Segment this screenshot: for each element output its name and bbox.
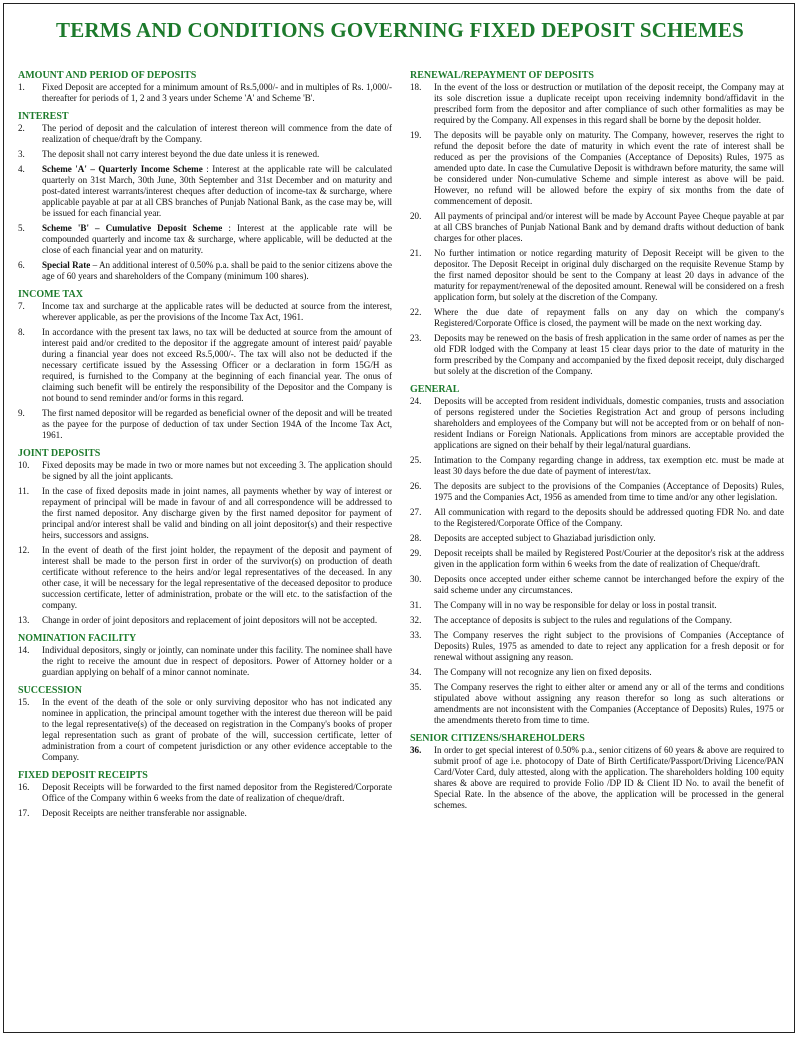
clause-item xyxy=(410,574,784,596)
terms-section xyxy=(410,733,784,811)
clause-text: The deposit shall not carry interest beyond the due date unless it is renewed. xyxy=(42,149,320,159)
clause-text: Deposits may be renewed on the basis of fresh application in the same order of names as per the old FDR lodged with the Company at least 15 clear days prior to the date of maturity in the form prescribed by the Company and accompanied by the fixed deposit receipt, duly discharged but solely at the discretion of the Company. xyxy=(434,333,784,376)
section-heading: GENERAL xyxy=(410,384,460,395)
clause-number: 14. xyxy=(18,645,30,655)
clause-text: Change in order of joint depositors and replacement of joint depositors will not be accepted. xyxy=(42,615,378,625)
clause-text-wrap xyxy=(434,211,784,244)
clause-text: Deposits are accepted subject to Ghaziabad jurisdiction only. xyxy=(434,533,656,543)
clause-number: 6. xyxy=(18,260,25,270)
clause-number: 1. xyxy=(18,82,25,92)
clause-text: Deposits once accepted under either scheme cannot be interchanged before the expiry of the said scheme under any circumstances. xyxy=(434,574,784,595)
section-heading: INTEREST xyxy=(18,111,69,122)
clause-item xyxy=(18,486,392,541)
clause-text-wrap xyxy=(434,682,784,726)
clause-item xyxy=(18,149,392,160)
terms-section xyxy=(18,448,392,626)
clause-number: 23. xyxy=(410,333,422,343)
clause-number: 2. xyxy=(18,123,25,133)
clause-number: 31. xyxy=(410,600,422,610)
clause-text: All payments of principal and/or interest will be made by Account Payee Cheque payable at par at all CBS branches of Punjab National Bank and by demand drafts without deduction of bank charges for other places. xyxy=(434,211,784,243)
clause-text-wrap xyxy=(434,630,784,663)
clause-number: 17. xyxy=(18,808,30,818)
clause-text-wrap xyxy=(42,327,392,404)
clause-text-wrap xyxy=(434,574,784,596)
clause-item xyxy=(410,682,784,726)
terms-section xyxy=(410,70,784,377)
clause-number: 30. xyxy=(410,574,422,584)
clause-item xyxy=(410,82,784,126)
clause-text-wrap xyxy=(434,455,784,477)
clause-number: 9. xyxy=(18,408,25,418)
terms-section xyxy=(18,633,392,678)
clause-number: 24. xyxy=(410,396,422,406)
clause-text: The deposits are subject to the provisions of the Companies (Acceptance of Deposits) Rules, 1975 and the Companies Act, 1956 as amended from time to time and/or any other legislation. xyxy=(434,481,784,502)
clause-text-wrap xyxy=(434,548,784,570)
clause-text: In the event of the death of the sole or only surviving depositor who has not indicated any nominee in application, the principal amount together with the interest due thereon will be paid to the legal representative(s) of the deceased on registration in the Company's books of proper legal representation such as grant of probate of the will, succession certificate, letter of administration from a court of competent jurisdiction or any other evidence acceptable to the Company. xyxy=(42,697,392,762)
clause-number: 35. xyxy=(410,682,422,692)
clause-item xyxy=(410,307,784,329)
clause-number: 22. xyxy=(410,307,422,317)
clause-number: 15. xyxy=(18,697,30,707)
section-heading: INCOME TAX xyxy=(18,289,83,300)
clause-item xyxy=(18,545,392,611)
clause-item xyxy=(18,808,392,819)
clause-item xyxy=(18,697,392,763)
clause-text: Deposits will be accepted from resident individuals, domestic companies, trusts and association of persons registered under the Societies Registration Act and group of persons including shareholders and employees of the Company but will not be accepted from or on behalf of non-resident Indians or Foreign Nationals. Applications from minors are acceptable provided the applications are signed on their behalf by their legal/natural guardians. xyxy=(434,396,784,450)
terms-section xyxy=(18,111,392,282)
clause-text-wrap xyxy=(42,782,392,804)
terms-section xyxy=(410,384,784,726)
section-heading: FIXED DEPOSIT RECEIPTS xyxy=(18,770,148,781)
clause-number: 25. xyxy=(410,455,422,465)
clause-item xyxy=(410,667,784,678)
clause-text: The first named depositor will be regarded as beneficial owner of the deposit and will be treated as the payee for the purpose of deduction of tax under Section 194A of the Income Tax Act, 1961. xyxy=(42,408,392,440)
clause-item xyxy=(410,548,784,570)
clause-text: Income tax and surcharge at the applicable rates will be deducted at source from the interest, wherever applicable, as per the provisions of the Income Tax Act, 1961. xyxy=(42,301,392,322)
clause-text: The Company reserves the right to either alter or amend any or all of the terms and conditions stipulated above without assigning any reason therefor so long as such alterations or amendments are not inconsistent with the Companies (Acceptance of Deposits) Rules, 1975 or the amendments thereto from time to time. xyxy=(434,682,784,725)
clause-text-wrap xyxy=(434,745,784,811)
clause-lead: Scheme 'B' – Cumulative Deposit Scheme xyxy=(42,223,223,233)
clause-text: : Interest at the applicable rate will be compounded quarterly and income tax & surcharge, where applicable, will be deducted at the close of each financial year and on maturity. xyxy=(42,223,392,255)
section-heading: AMOUNT AND PERIOD OF DEPOSITS xyxy=(18,70,197,81)
clause-item xyxy=(18,460,392,482)
clause-number: 8. xyxy=(18,327,25,337)
clause-text: The period of deposit and the calculation of interest thereon will commence from the date of realization of cheque/draft by the Company. xyxy=(42,123,392,144)
clause-text-wrap xyxy=(42,82,392,104)
clause-text: Intimation to the Company regarding change in address, tax exemption etc. must be made at least 30 days before the due date of payment of interest/tax. xyxy=(434,455,784,476)
clause-text: – An additional interest of 0.50% p.a. shall be paid to the senior citizens above the age of 60 years and shareholders of the Company (minimum 100 shares). xyxy=(42,260,392,281)
right-column xyxy=(410,70,784,1030)
clause-text-wrap xyxy=(434,130,784,207)
terms-section xyxy=(18,70,392,104)
clause-text-wrap xyxy=(434,600,784,611)
clause-text: Where the due date of repayment falls on any day on which the company's Registered/Corporate Office is closed, the payment will be made on the next working day. xyxy=(434,307,784,328)
clause-text-wrap xyxy=(42,697,392,763)
clause-text-wrap xyxy=(42,408,392,441)
clause-number: 20. xyxy=(410,211,422,221)
clause-text: All communication with regard to the deposits should be addressed quoting FDR No. and date to the Registered/Corporate Office of the Company. xyxy=(434,507,784,528)
clause-item xyxy=(410,211,784,244)
clause-text-wrap xyxy=(434,507,784,529)
clause-item xyxy=(410,615,784,626)
clause-item xyxy=(18,408,392,441)
clause-number: 3. xyxy=(18,149,25,159)
clause-item xyxy=(18,82,392,104)
clause-item xyxy=(18,223,392,256)
clause-text: The Company will in no way be responsible for delay or loss in postal transit. xyxy=(434,600,717,610)
section-heading: SENIOR CITIZENS/SHAREHOLDERS xyxy=(410,733,585,744)
clause-number: 36. xyxy=(410,745,422,755)
clause-number: 12. xyxy=(18,545,30,555)
clause-text: Fixed deposits may be made in two or more names but not exceeding 3. The application should be signed by all the joint applicants. xyxy=(42,460,392,481)
clause-text-wrap xyxy=(434,533,784,544)
section-heading: NOMINATION FACILITY xyxy=(18,633,137,644)
clause-text-wrap xyxy=(42,149,392,160)
section-heading: JOINT DEPOSITS xyxy=(18,448,101,459)
clause-text: Deposit receipts shall be mailed by Registered Post/Courier at the depositor's risk at the address given in the application form within 6 weeks from the date of realization of Cheque/draft. xyxy=(434,548,784,569)
clause-text-wrap xyxy=(434,396,784,451)
clause-text-wrap xyxy=(434,615,784,626)
clause-text-wrap xyxy=(42,615,392,626)
clause-text: In the event of the loss or destruction or mutilation of the deposit receipt, the Company may at its sole discretion issue a duplicate receipt upon receiving indemnity bond/affidavit in the prescribed form from the depositor and after compliance of such other formalities as may be required by the Company. All expenses in this regard shall be borne by the deposit holder. xyxy=(434,82,784,125)
clause-item xyxy=(18,260,392,282)
clause-item xyxy=(410,630,784,663)
clause-item xyxy=(18,615,392,626)
clause-number: 33. xyxy=(410,630,422,640)
clause-text: Individual depositors, singly or jointly, can nominate under this facility. The nominee shall have the right to receive the amount due in respect of depositors. Power of Attorney holder or a guardian applying on behalf of a minor cannot nominate. xyxy=(42,645,392,677)
clause-number: 34. xyxy=(410,667,422,677)
clause-item xyxy=(18,164,392,219)
clause-item xyxy=(410,533,784,544)
clause-text: In the event of death of the first joint holder, the repayment of the deposit and payment of interest shall be made to the person first in order of the survivor(s) on production of death certificate without reference to the heirs and/or legal representatives of the deceased. In any other case, it will be necessary for the legal representative of the deceased depositor to produce succession certificate, letter of administration, probate or the will etc. to the satisfaction of the company. xyxy=(42,545,392,610)
clause-number: 19. xyxy=(410,130,422,140)
clause-text: In order to get special interest of 0.50% p.a., senior citizens of 60 years & above are required to submit proof of age i.e. photocopy of Date of Birth Certificate/Passport/Driving Licence/PAN Card/Voter Card, duly attested, along with the application. The shareholders holding 100 equity shares & above are required to provide Folio /DP ID & Client ID No. to avail the benefit of Special Rate. In the absence of the above, the application will be processed in the general schemes. xyxy=(434,745,784,810)
clause-item xyxy=(410,455,784,477)
clause-text-wrap xyxy=(434,481,784,503)
clause-item xyxy=(410,130,784,207)
clause-text-wrap xyxy=(42,645,392,678)
clause-lead: Scheme 'A' – Quarterly Income Scheme xyxy=(42,164,203,174)
section-heading: RENEWAL/REPAYMENT OF DEPOSITS xyxy=(410,70,594,81)
clause-number: 4. xyxy=(18,164,25,174)
clause-text: Deposit Receipts are neither transferable nor assignable. xyxy=(42,808,247,818)
clause-text-wrap xyxy=(42,301,392,323)
clause-item xyxy=(410,333,784,377)
clause-item xyxy=(18,782,392,804)
left-column xyxy=(18,70,392,1030)
clause-text-wrap xyxy=(434,667,784,678)
clause-number: 32. xyxy=(410,615,422,625)
clause-number: 13. xyxy=(18,615,30,625)
clause-number: 5. xyxy=(18,223,25,233)
clause-text-wrap xyxy=(42,486,392,541)
clause-item xyxy=(18,645,392,678)
clause-text: In the case of fixed deposits made in joint names, all payments whether by way of interest or repayment of principal will be made in favour of and all correspondence will be addressed to the first named depositor. Any discharge given by the first named depositor for payment of principal and/or interest shall be valid and binding on all joint depositor(s) and their respective heirs, successors and assigns. xyxy=(42,486,392,540)
clause-item xyxy=(410,507,784,529)
clause-text-wrap xyxy=(434,248,784,303)
clause-text: No further intimation or notice regarding maturity of Deposit Receipt will be given to the depositor. The Deposit Receipt in original duly discharged on the requisite Revenue Stamp by the first named depositor should be sent to the Company at least 20 days in advance of the maturity for repayment/renewal of the deposited amount. Renewal will be considered on a fresh application form, but solely at the discretion of the Company. xyxy=(434,248,784,302)
clause-item xyxy=(18,327,392,404)
clause-text-wrap xyxy=(42,123,392,145)
clause-number: 11. xyxy=(18,486,30,496)
section-heading: SUCCESSION xyxy=(18,685,82,696)
clause-text-wrap xyxy=(434,333,784,377)
clause-number: 10. xyxy=(18,460,30,470)
clause-number: 21. xyxy=(410,248,422,258)
clause-item xyxy=(410,745,784,811)
clause-text: Fixed Deposit are accepted for a minimum amount of Rs.5,000/- and in multiples of Rs. 1,000/- thereafter for periods of 1, 2 and 3 years under Scheme 'A' and Scheme 'B'. xyxy=(42,82,392,103)
clause-text: : Interest at the applicable rate will be calculated quarterly on 31st March, 30th June, 30th September and 31st December and on maturity and post-dated interest warrants/interest cheques after deduction of income-tax & surcharge, where applicable payable at par at all CBS branches of Punjab National Bank, as the case may be, will be issued for each financial year. xyxy=(42,164,392,218)
clause-text: The Company will not recognize any lien on fixed deposits. xyxy=(434,667,652,677)
clause-text-wrap xyxy=(42,164,392,219)
clause-number: 18. xyxy=(410,82,422,92)
clause-text: The deposits will be payable only on maturity. The Company, however, reserves the right to refund the deposit before the date of maturity in which event the rate of interest shall be reduced as per the provisions of the Companies (Acceptance of Deposits) Rules, 1975 as amended upto date. In case the Cumulative Deposit is withdrawn before maturity, the same will be considered under Non-cumulative Scheme and simple interest as above will be paid. However, no refund will be allowed before the expiry of six months from the date of commencement of deposit. xyxy=(434,130,784,206)
clause-number: 27. xyxy=(410,507,422,517)
clause-text-wrap xyxy=(42,260,392,282)
clause-text: The Company reserves the right subject to the provisions of Companies (Acceptance of Deposits) Rules, 1975 as amended to date to reject any application for a fresh deposit or for renewal without assigning any reason. xyxy=(434,630,784,662)
clause-number: 7. xyxy=(18,301,25,311)
clause-item xyxy=(18,301,392,323)
clause-number: 29. xyxy=(410,548,422,558)
clause-lead: Special Rate xyxy=(42,260,91,270)
clause-text-wrap xyxy=(434,82,784,126)
clause-text: Deposit Receipts will be forwarded to the first named depositor from the Registered/Corporate Office of the Company within 6 weeks from the date of realization of cheque/draft. xyxy=(42,782,392,803)
clause-item xyxy=(18,123,392,145)
terms-section xyxy=(18,770,392,819)
clause-text-wrap xyxy=(42,460,392,482)
clause-text: The acceptance of deposits is subject to the rules and regulations of the Company. xyxy=(434,615,732,625)
clause-number: 26. xyxy=(410,481,422,491)
terms-section xyxy=(18,685,392,763)
terms-section xyxy=(18,289,392,441)
clause-number: 28. xyxy=(410,533,422,543)
clause-item xyxy=(410,248,784,303)
clause-item xyxy=(410,600,784,611)
clause-text: In accordance with the present tax laws, no tax will be deducted at source from the amount of interest paid and/or credited to the depositor if the aggregate amount of interest paid/ payable during a financial year does not exceed Rs.5,000/-. The tax will also not be deducted if the necessary certificate issued by the Assessing Officer or a declaration in form 15G/H as required, is furnished to the Company at the beginning of each financial year. The onus of claiming such benefit will be entirely the responsibility of the Depositor and the Company is not bound to send reminder and/or forms in this regard. xyxy=(42,327,392,403)
clause-text-wrap xyxy=(42,223,392,256)
clause-text-wrap xyxy=(434,307,784,329)
clause-item xyxy=(410,396,784,451)
clause-item xyxy=(410,481,784,503)
page-title: TERMS AND CONDITIONS GOVERNING FIXED DEPOSIT SCHEMES xyxy=(56,18,744,42)
clause-text-wrap xyxy=(42,545,392,611)
clause-number: 16. xyxy=(18,782,30,792)
clause-text-wrap xyxy=(42,808,392,819)
